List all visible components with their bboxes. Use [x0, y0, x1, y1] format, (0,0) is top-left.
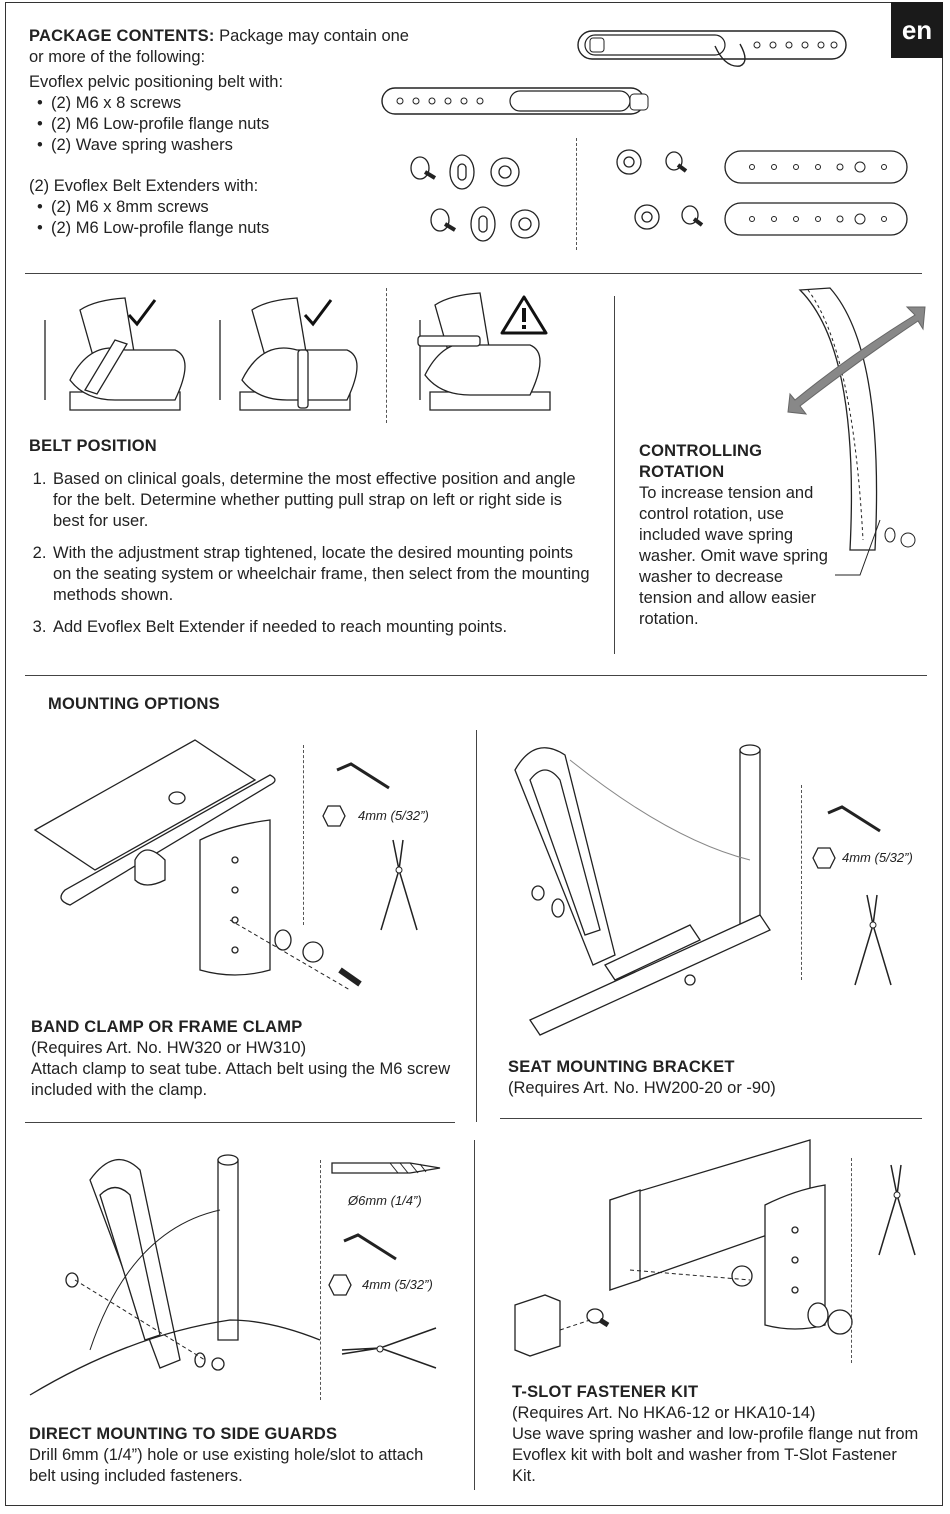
- seat-bracket-title: SEAT MOUNTING BRACKET: [508, 1058, 735, 1076]
- step: 1. Based on clinical goals, determine the most effective position and angle for the belt. Determine whether putting pull strap on left or right side is best for user.: [51, 469, 591, 532]
- hexagon-icon: [812, 847, 836, 869]
- rotation-illustration: [790, 290, 930, 580]
- band-clamp-illustration: [35, 740, 380, 1000]
- belt-item: • (2) Wave spring washers: [51, 135, 449, 156]
- step: 2. With the adjustment strap tightened, locate the desired mounting points on the seating system or wheelchair frame, then select from the mounting methods shown.: [51, 543, 591, 606]
- belt-position-steps: [29, 469, 591, 649]
- package-intro-1: Package may contain one: [219, 27, 409, 45]
- divider: [474, 1140, 475, 1490]
- band-clamp-text: [31, 1017, 451, 1101]
- seat-bracket-req: (Requires Art. No. HW200-20 or -90): [508, 1079, 776, 1097]
- divider-dashed: [320, 1160, 321, 1400]
- belt-hardware-illustration: [405, 150, 540, 250]
- rotation-heading-1: CONTROLLING: [639, 442, 763, 460]
- side-guards-body: Drill 6mm (1/4”) hole or use existing hole/slot to attach belt using included fasteners.: [29, 1446, 424, 1485]
- pliers-icon: [340, 1322, 440, 1374]
- divider: [25, 1122, 455, 1123]
- tslot-req: (Requires Art. No HKA6-12 or HKA10-14): [512, 1404, 816, 1422]
- drill-bit-icon: [330, 1160, 442, 1176]
- belt-label: Evoflex pelvic positioning belt with:: [29, 73, 284, 91]
- rotation-body: To increase tension and control rotation, use included wave spring washer. Omit wave spring washer to decrease tension and allow easier rotation.: [639, 484, 828, 628]
- band-clamp-hex-size: 4mm (5/32”): [358, 808, 429, 823]
- belt-strap-illustration: [575, 26, 850, 76]
- extender-label: (2) Evoflex Belt Extenders with:: [29, 177, 259, 195]
- divider-dashed: [303, 745, 304, 925]
- extender-items: [29, 197, 449, 239]
- package-intro-2: or more of the following:: [29, 48, 206, 66]
- tslot-illustration: [510, 1140, 850, 1360]
- divider-dashed: [386, 288, 387, 423]
- pliers-icon: [847, 893, 899, 991]
- extender-item: • (2) M6 x 8mm screws: [51, 197, 449, 218]
- side-guards-text: [29, 1424, 449, 1487]
- belt-item: • (2) M6 Low-profile flange nuts: [51, 114, 449, 135]
- language-tab[interactable]: en: [891, 2, 943, 58]
- extender-illustration: [612, 145, 912, 245]
- seat-bracket-text: [508, 1057, 908, 1099]
- divider: [25, 273, 922, 274]
- extender-item: • (2) M6 Low-profile flange nuts: [51, 218, 449, 239]
- check-icon: [302, 297, 334, 329]
- belt-position-illustration: [40, 290, 560, 425]
- band-clamp-body: Attach clamp to seat tube. Attach belt using the M6 screw included with the clamp.: [31, 1060, 451, 1099]
- divider: [614, 296, 615, 654]
- pliers-icon: [373, 838, 425, 936]
- band-clamp-title: BAND CLAMP OR FRAME CLAMP: [31, 1018, 303, 1036]
- hex-key-icon: [826, 805, 884, 833]
- side-guards-title: DIRECT MOUNTING TO SIDE GUARDS: [29, 1425, 338, 1443]
- check-icon: [126, 297, 158, 329]
- side-guards-hex-size: 4mm (5/32”): [362, 1277, 433, 1292]
- hex-key-icon: [335, 762, 393, 790]
- package-heading: PACKAGE CONTENTS:: [29, 27, 215, 45]
- divider: [25, 675, 927, 676]
- step: 3. Add Evoflex Belt Extender if needed to reach mounting points.: [51, 617, 591, 638]
- belt-item: • (2) M6 x 8 screws: [51, 93, 449, 114]
- band-clamp-req: (Requires Art. No. HW320 or HW310): [31, 1039, 307, 1057]
- tslot-text: [512, 1382, 924, 1487]
- hex-key-icon: [342, 1233, 400, 1261]
- divider-dashed: [851, 1158, 852, 1363]
- belt-strap-illustration-2: [380, 82, 655, 122]
- tslot-body: Use wave spring washer and low-profile flange nut from Evoflex kit with bolt and washer from T-Slot Fastener Kit.: [512, 1425, 919, 1485]
- warning-icon: [499, 294, 549, 336]
- pliers-icon: [869, 1163, 925, 1261]
- divider-dashed: [801, 785, 802, 980]
- divider: [476, 730, 477, 1122]
- belt-position-heading: BELT POSITION: [29, 437, 157, 455]
- mounting-heading: MOUNTING OPTIONS: [48, 695, 220, 713]
- package-contents: [29, 26, 449, 239]
- seat-bracket-illustration: [510, 740, 780, 1025]
- tslot-title: T-SLOT FASTENER KIT: [512, 1383, 699, 1401]
- rotation-heading-2: ROTATION: [639, 463, 725, 481]
- side-guards-illustration: [30, 1150, 320, 1400]
- hexagon-icon: [322, 805, 346, 827]
- divider: [500, 1118, 922, 1119]
- hexagon-icon: [328, 1274, 352, 1296]
- seat-bracket-hex-size: 4mm (5/32”): [842, 850, 913, 865]
- side-guards-drill-size: Ø6mm (1/4”): [348, 1193, 422, 1208]
- divider-dashed: [576, 138, 577, 250]
